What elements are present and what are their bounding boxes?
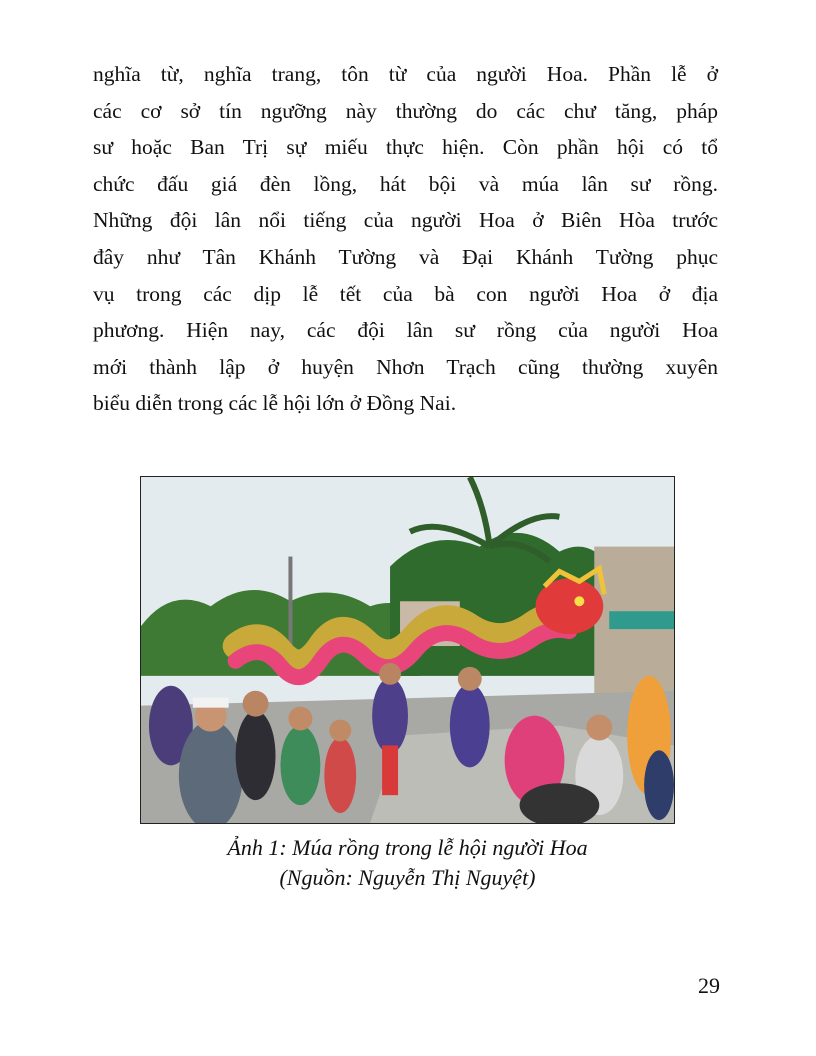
body-line-8: phương. Hiện nay, các đội lân sư rồng của người Hoa: [93, 318, 718, 343]
body-line-10: biểu diễn trong các lễ hội lớn ở Đồng Nai.: [93, 391, 457, 416]
body-line-9: mới thành lập ở huyện Nhơn Trạch cũng thường xuyên: [93, 354, 718, 379]
body-line-2: các cơ sở tín ngưỡng này thường do các chư tăng, pháp: [93, 98, 718, 123]
figure-caption: Ảnh 1: Múa rồng trong lễ hội người Hoa: [227, 835, 588, 860]
body-paragraph: [93, 56, 718, 422]
body-line-6: đây như Tân Khánh Tường và Đại Khánh Tường phục: [93, 244, 718, 269]
figure-source: (Nguồn: Nguyễn Thị Nguyệt): [279, 865, 536, 890]
body-line-7: vụ trong các dịp lễ tết của bà con người Hoa ở địa: [93, 281, 718, 306]
photo-illustration: [141, 477, 674, 823]
awning-teal: [609, 611, 674, 629]
page-number: 29: [698, 973, 720, 998]
festival-dragon-photo: [140, 476, 675, 824]
dragon-eye: [574, 596, 584, 606]
body-line-5: Những đội lân nổi tiếng của người Hoa ở Biên Hòa trước: [93, 208, 718, 233]
body-line-1: nghĩa từ, nghĩa trang, tôn từ của người Hoa. Phần lễ ở: [93, 62, 718, 86]
body-line-4: chức đấu giá đèn lồng, hát bội và múa lân sư rồng.: [93, 171, 718, 196]
body-line-3: sư hoặc Ban Trị sự miếu thực hiện. Còn phần hội có tổ: [93, 135, 718, 160]
